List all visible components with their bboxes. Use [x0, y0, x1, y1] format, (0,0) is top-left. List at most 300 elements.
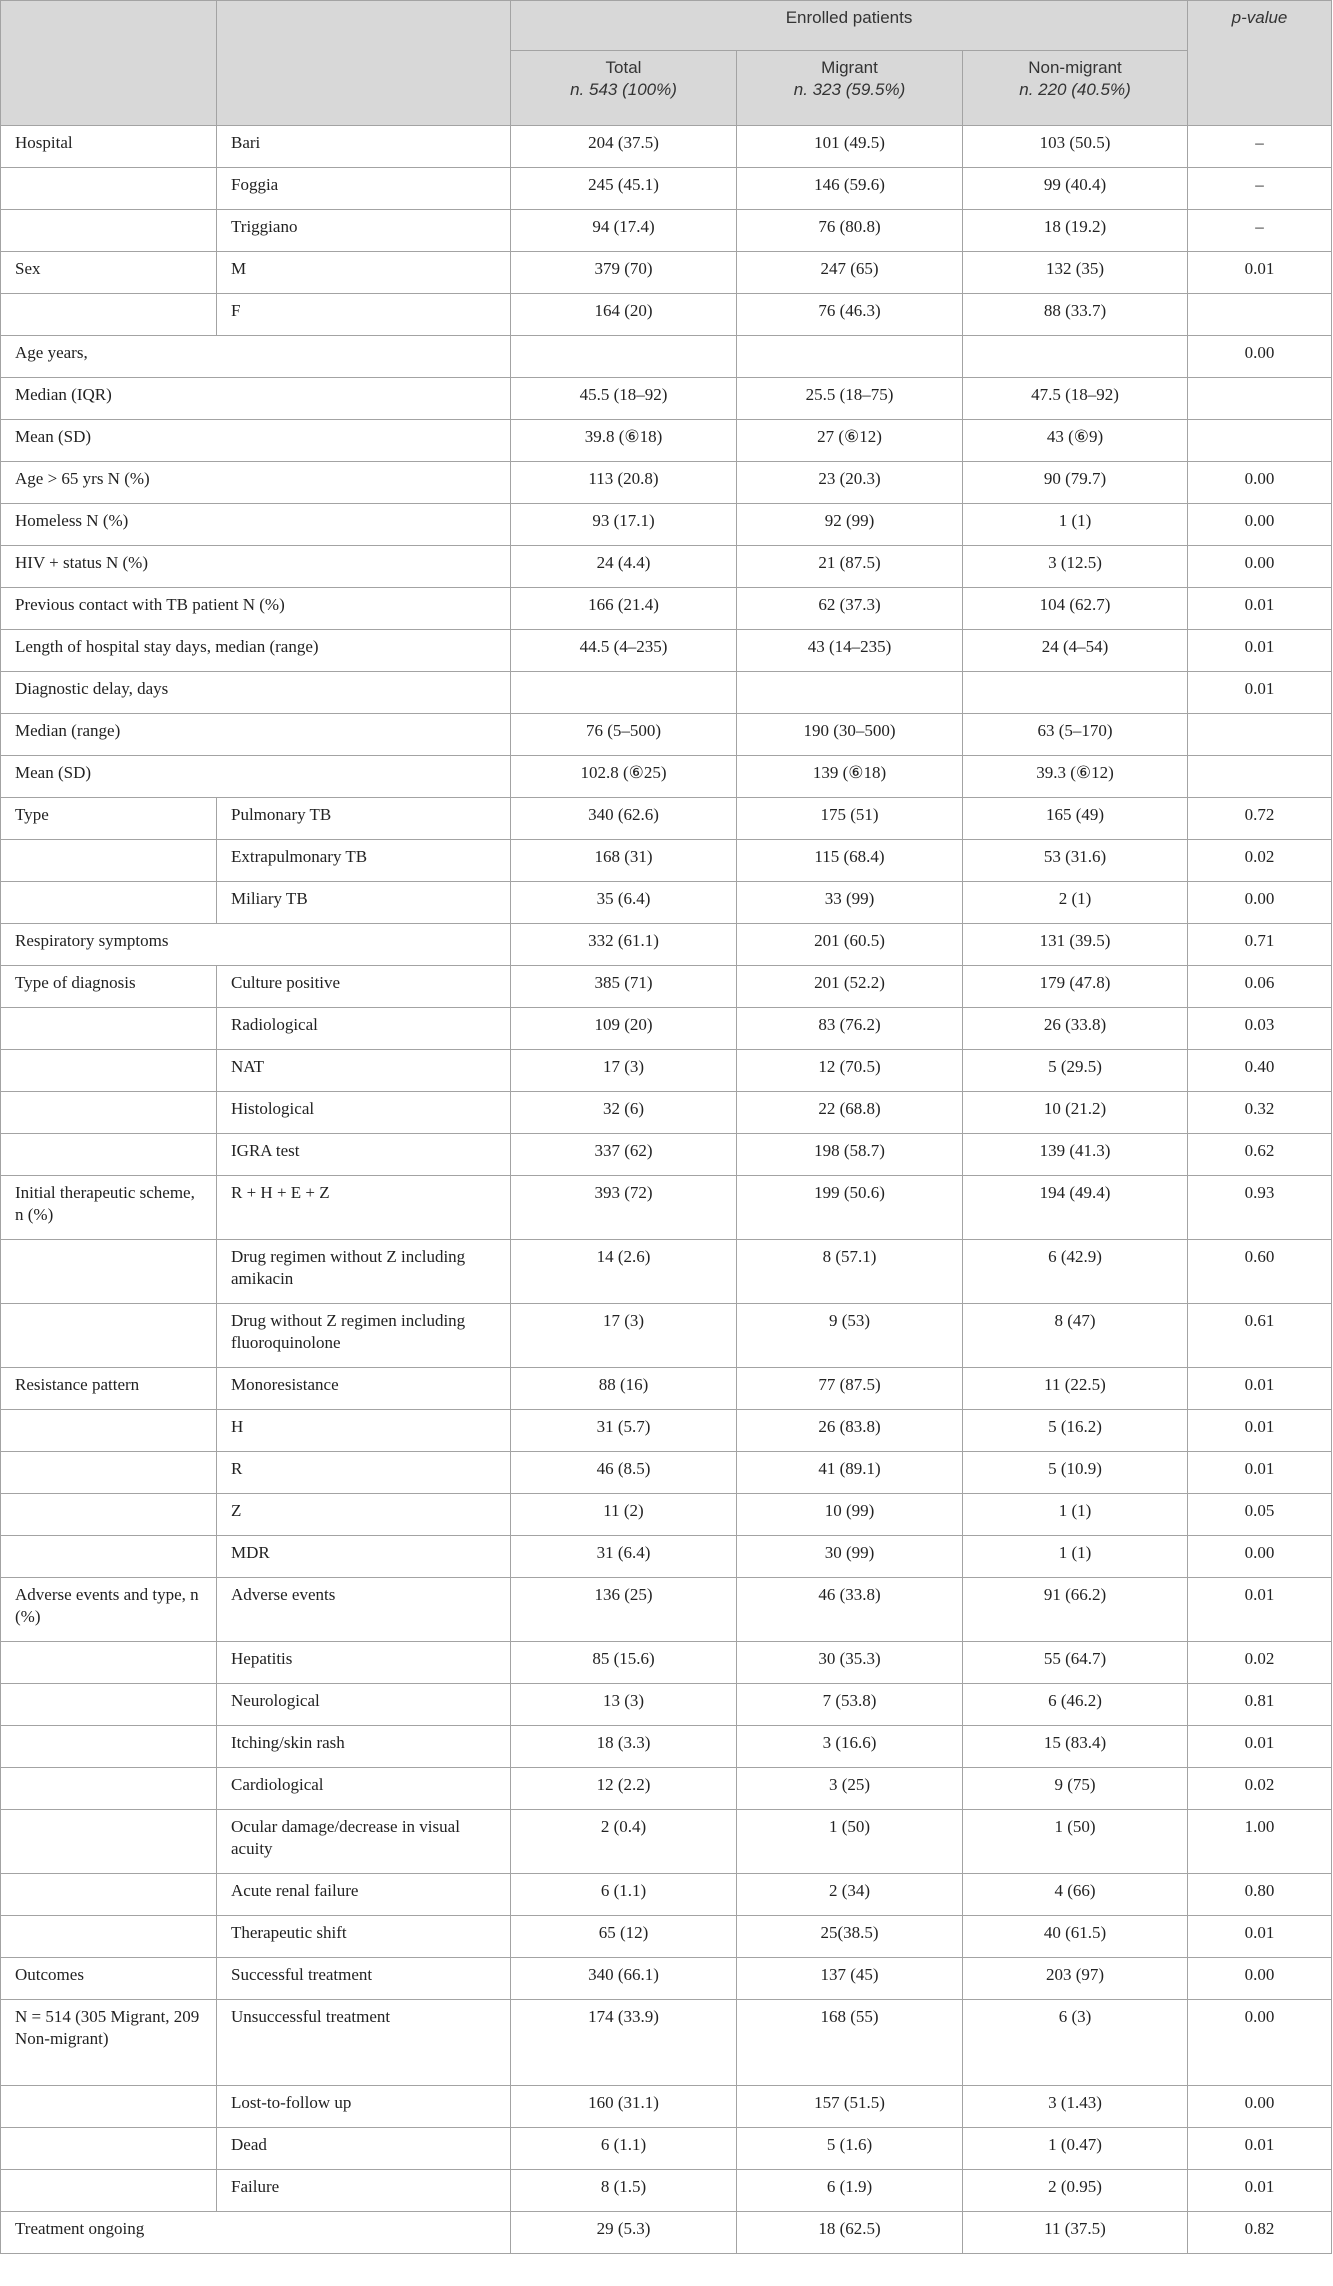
cell-non-migrant: 10 (21.2) — [963, 1092, 1188, 1134]
cell-non-migrant: 26 (33.8) — [963, 1008, 1188, 1050]
table-row — [1, 1536, 1332, 1578]
table-row — [1, 1958, 1332, 2000]
cell-pvalue: 0.01 — [1188, 588, 1332, 630]
cell-non-migrant: 5 (29.5) — [963, 1050, 1188, 1092]
row-category: Age years, — [1, 336, 511, 378]
cell-total: 85 (15.6) — [511, 1642, 737, 1684]
cell-non-migrant: 6 (3) — [963, 2000, 1188, 2086]
cell-migrant: 77 (87.5) — [737, 1368, 963, 1410]
cell-migrant: 7 (53.8) — [737, 1684, 963, 1726]
cell-pvalue: 0.71 — [1188, 924, 1332, 966]
row-category: HIV + status N (%) — [1, 546, 511, 588]
cell-total: 340 (62.6) — [511, 798, 737, 840]
row-category: Type — [1, 798, 217, 840]
table-row — [1, 2212, 1332, 2254]
table-row — [1, 504, 1332, 546]
row-category — [1, 2128, 217, 2170]
table-row — [1, 1726, 1332, 1768]
cell-pvalue: 0.00 — [1188, 546, 1332, 588]
table-row — [1, 714, 1332, 756]
cell-pvalue: 0.01 — [1188, 252, 1332, 294]
cell-total: 39.8 (⑥18) — [511, 420, 737, 462]
row-category — [1, 882, 217, 924]
cell-non-migrant: 11 (37.5) — [963, 2212, 1188, 2254]
table-row — [1, 1452, 1332, 1494]
cell-total: 24 (4.4) — [511, 546, 737, 588]
cell-migrant: 25.5 (18–75) — [737, 378, 963, 420]
table-row — [1, 210, 1332, 252]
cell-pvalue — [1188, 756, 1332, 798]
table-row — [1, 1176, 1332, 1240]
cell-non-migrant: 1 (0.47) — [963, 2128, 1188, 2170]
cell-pvalue: 0.02 — [1188, 1642, 1332, 1684]
cell-pvalue: 0.01 — [1188, 2128, 1332, 2170]
cell-non-migrant: 2 (1) — [963, 882, 1188, 924]
row-category — [1, 168, 217, 210]
cell-non-migrant: 99 (40.4) — [963, 168, 1188, 210]
row-subcategory: Extrapulmonary TB — [217, 840, 511, 882]
cell-non-migrant: 47.5 (18–92) — [963, 378, 1188, 420]
cell-total: 17 (3) — [511, 1304, 737, 1368]
row-category — [1, 1810, 217, 1874]
cell-total: 14 (2.6) — [511, 1240, 737, 1304]
row-subcategory: Foggia — [217, 168, 511, 210]
cell-pvalue: 0.80 — [1188, 1874, 1332, 1916]
cell-migrant: 46 (33.8) — [737, 1578, 963, 1642]
cell-total: 332 (61.1) — [511, 924, 737, 966]
cell-total: 340 (66.1) — [511, 1958, 737, 2000]
row-category — [1, 1494, 217, 1536]
header-col-total — [511, 51, 737, 126]
col-count: n. 323 (59.5%) — [793, 80, 906, 99]
row-category: Sex — [1, 252, 217, 294]
cell-total: 46 (8.5) — [511, 1452, 737, 1494]
cell-non-migrant: 131 (39.5) — [963, 924, 1188, 966]
cell-migrant: 22 (68.8) — [737, 1092, 963, 1134]
table-row — [1, 1494, 1332, 1536]
cell-migrant: 198 (58.7) — [737, 1134, 963, 1176]
cell-pvalue: 0.61 — [1188, 1304, 1332, 1368]
cell-migrant: 199 (50.6) — [737, 1176, 963, 1240]
cell-non-migrant: 6 (42.9) — [963, 1240, 1188, 1304]
row-subcategory: F — [217, 294, 511, 336]
table-row — [1, 1092, 1332, 1134]
table-row — [1, 2086, 1332, 2128]
cell-non-migrant: 8 (47) — [963, 1304, 1188, 1368]
row-subcategory: Triggiano — [217, 210, 511, 252]
cell-pvalue: 0.40 — [1188, 1050, 1332, 1092]
table-row — [1, 1874, 1332, 1916]
table-row — [1, 1304, 1332, 1368]
row-subcategory: Acute renal failure — [217, 1874, 511, 1916]
table-row — [1, 1578, 1332, 1642]
row-subcategory: Radiological — [217, 1008, 511, 1050]
cell-total: 94 (17.4) — [511, 210, 737, 252]
cell-pvalue: 0.01 — [1188, 672, 1332, 714]
cell-pvalue: 0.00 — [1188, 2086, 1332, 2128]
row-subcategory: Bari — [217, 126, 511, 168]
cell-total: 17 (3) — [511, 1050, 737, 1092]
cell-total: 204 (37.5) — [511, 126, 737, 168]
row-category: Outcomes — [1, 1958, 217, 2000]
row-category — [1, 1410, 217, 1452]
row-category — [1, 1768, 217, 1810]
row-subcategory: Itching/skin rash — [217, 1726, 511, 1768]
cell-migrant: 247 (65) — [737, 252, 963, 294]
cell-non-migrant: 104 (62.7) — [963, 588, 1188, 630]
cell-non-migrant: 39.3 (⑥12) — [963, 756, 1188, 798]
row-category — [1, 294, 217, 336]
table-row — [1, 1810, 1332, 1874]
cell-migrant: 201 (60.5) — [737, 924, 963, 966]
table-row — [1, 378, 1332, 420]
row-subcategory: Z — [217, 1494, 511, 1536]
cell-total: 45.5 (18–92) — [511, 378, 737, 420]
cell-total — [511, 672, 737, 714]
cell-pvalue: 0.00 — [1188, 462, 1332, 504]
cell-non-migrant: 1 (1) — [963, 1536, 1188, 1578]
cell-migrant: 27 (⑥12) — [737, 420, 963, 462]
header-col-migrant — [737, 51, 963, 126]
cell-total: 6 (1.1) — [511, 1874, 737, 1916]
cell-pvalue: 0.00 — [1188, 1536, 1332, 1578]
row-subcategory: M — [217, 252, 511, 294]
cell-total: 166 (21.4) — [511, 588, 737, 630]
cell-non-migrant: 139 (41.3) — [963, 1134, 1188, 1176]
row-category: Length of hospital stay days, median (range) — [1, 630, 511, 672]
cell-non-migrant: 194 (49.4) — [963, 1176, 1188, 1240]
cell-pvalue — [1188, 378, 1332, 420]
row-subcategory: Drug without Z regimen including fluoroquinolone — [217, 1304, 511, 1368]
row-category: Median (IQR) — [1, 378, 511, 420]
table-row — [1, 924, 1332, 966]
cell-non-migrant: 43 (⑥9) — [963, 420, 1188, 462]
cell-non-migrant: 5 (10.9) — [963, 1452, 1188, 1494]
cell-pvalue: – — [1188, 126, 1332, 168]
table-row — [1, 798, 1332, 840]
row-category: Mean (SD) — [1, 420, 511, 462]
row-subcategory: Drug regimen without Z including amikacin — [217, 1240, 511, 1304]
cell-non-migrant: 55 (64.7) — [963, 1642, 1188, 1684]
cell-non-migrant: 18 (19.2) — [963, 210, 1188, 252]
cell-pvalue: 0.01 — [1188, 2170, 1332, 2212]
cell-migrant: 76 (46.3) — [737, 294, 963, 336]
table-row — [1, 840, 1332, 882]
table-row — [1, 756, 1332, 798]
cell-pvalue: 0.00 — [1188, 504, 1332, 546]
row-subcategory: Failure — [217, 2170, 511, 2212]
cell-migrant: 157 (51.5) — [737, 2086, 963, 2128]
row-subcategory: R + H + E + Z — [217, 1176, 511, 1240]
cell-pvalue: 0.01 — [1188, 1578, 1332, 1642]
cell-pvalue: 0.81 — [1188, 1684, 1332, 1726]
cell-migrant: 62 (37.3) — [737, 588, 963, 630]
cell-migrant: 76 (80.8) — [737, 210, 963, 252]
row-category — [1, 1452, 217, 1494]
cell-migrant: 83 (76.2) — [737, 1008, 963, 1050]
cell-non-migrant — [963, 336, 1188, 378]
row-subcategory: H — [217, 1410, 511, 1452]
cell-pvalue — [1188, 714, 1332, 756]
row-subcategory: Lost-to-follow up — [217, 2086, 511, 2128]
cell-pvalue: 0.00 — [1188, 336, 1332, 378]
row-category: Type of diagnosis — [1, 966, 217, 1008]
row-subcategory: Pulmonary TB — [217, 798, 511, 840]
cell-total: 88 (16) — [511, 1368, 737, 1410]
row-category — [1, 1240, 217, 1304]
cell-total: 174 (33.9) — [511, 2000, 737, 2086]
cell-total: 8 (1.5) — [511, 2170, 737, 2212]
cell-total: 2 (0.4) — [511, 1810, 737, 1874]
cell-pvalue: 0.01 — [1188, 1916, 1332, 1958]
row-category: Mean (SD) — [1, 756, 511, 798]
row-category: Adverse events and type, n (%) — [1, 1578, 217, 1642]
cell-non-migrant: 1 (1) — [963, 504, 1188, 546]
table-row — [1, 2128, 1332, 2170]
cell-non-migrant: 3 (1.43) — [963, 2086, 1188, 2128]
row-category — [1, 210, 217, 252]
cell-pvalue: 0.01 — [1188, 1726, 1332, 1768]
cell-total: 102.8 (⑥25) — [511, 756, 737, 798]
table-row — [1, 1410, 1332, 1452]
cell-non-migrant: 24 (4–54) — [963, 630, 1188, 672]
cell-migrant — [737, 336, 963, 378]
row-category — [1, 1684, 217, 1726]
header-row-1 — [1, 1, 1332, 51]
cell-migrant: 10 (99) — [737, 1494, 963, 1536]
col-name: Total — [605, 58, 642, 77]
cell-pvalue: 0.01 — [1188, 630, 1332, 672]
cell-pvalue: – — [1188, 168, 1332, 210]
cell-non-migrant — [963, 672, 1188, 714]
cell-migrant: 41 (89.1) — [737, 1452, 963, 1494]
table-row — [1, 1008, 1332, 1050]
cell-migrant: 115 (68.4) — [737, 840, 963, 882]
table-row — [1, 2000, 1332, 2086]
cell-migrant: 190 (30–500) — [737, 714, 963, 756]
cell-pvalue: 0.02 — [1188, 1768, 1332, 1810]
cell-pvalue: 0.32 — [1188, 1092, 1332, 1134]
col-count: n. 543 (100%) — [570, 80, 677, 99]
cell-total — [511, 336, 737, 378]
cell-total: 164 (20) — [511, 294, 737, 336]
cell-total: 337 (62) — [511, 1134, 737, 1176]
cell-non-migrant: 9 (75) — [963, 1768, 1188, 1810]
table-row — [1, 1916, 1332, 1958]
cell-pvalue: 1.00 — [1188, 1810, 1332, 1874]
cell-pvalue — [1188, 420, 1332, 462]
cell-total: 44.5 (4–235) — [511, 630, 737, 672]
table-row — [1, 126, 1332, 168]
row-subcategory: Successful treatment — [217, 1958, 511, 2000]
cell-migrant: 101 (49.5) — [737, 126, 963, 168]
cell-total: 11 (2) — [511, 1494, 737, 1536]
row-category: Treatment ongoing — [1, 2212, 511, 2254]
cell-total: 109 (20) — [511, 1008, 737, 1050]
row-category — [1, 1050, 217, 1092]
table-row — [1, 1050, 1332, 1092]
col-name: Migrant — [821, 58, 878, 77]
table-row — [1, 882, 1332, 924]
table-row — [1, 462, 1332, 504]
row-subcategory: Neurological — [217, 1684, 511, 1726]
cell-total: 18 (3.3) — [511, 1726, 737, 1768]
cell-pvalue: – — [1188, 210, 1332, 252]
cell-migrant: 146 (59.6) — [737, 168, 963, 210]
row-subcategory: Unsuccessful treatment — [217, 2000, 511, 2086]
row-category: Median (range) — [1, 714, 511, 756]
cell-migrant: 2 (34) — [737, 1874, 963, 1916]
cell-total: 168 (31) — [511, 840, 737, 882]
row-category: Homeless N (%) — [1, 504, 511, 546]
row-category — [1, 1726, 217, 1768]
row-category — [1, 1008, 217, 1050]
row-category: Diagnostic delay, days — [1, 672, 511, 714]
table-row — [1, 630, 1332, 672]
row-category: Initial therapeutic scheme, n (%) — [1, 1176, 217, 1240]
row-category: Resistance pattern — [1, 1368, 217, 1410]
row-subcategory: Hepatitis — [217, 1642, 511, 1684]
cell-non-migrant: 15 (83.4) — [963, 1726, 1188, 1768]
cell-non-migrant: 90 (79.7) — [963, 462, 1188, 504]
row-subcategory: R — [217, 1452, 511, 1494]
cell-pvalue: 0.00 — [1188, 2000, 1332, 2086]
table-row — [1, 336, 1332, 378]
cell-non-migrant: 203 (97) — [963, 1958, 1188, 2000]
cell-migrant: 21 (87.5) — [737, 546, 963, 588]
row-category: Respiratory symptoms — [1, 924, 511, 966]
cell-non-migrant: 132 (35) — [963, 252, 1188, 294]
cell-non-migrant: 6 (46.2) — [963, 1684, 1188, 1726]
cell-total: 136 (25) — [511, 1578, 737, 1642]
cell-total: 29 (5.3) — [511, 2212, 737, 2254]
cell-pvalue: 0.72 — [1188, 798, 1332, 840]
cell-migrant: 18 (62.5) — [737, 2212, 963, 2254]
row-subcategory: Monoresistance — [217, 1368, 511, 1410]
cell-pvalue: 0.01 — [1188, 1452, 1332, 1494]
cell-migrant: 30 (99) — [737, 1536, 963, 1578]
row-category — [1, 2086, 217, 2128]
cell-non-migrant: 179 (47.8) — [963, 966, 1188, 1008]
row-subcategory: Histological — [217, 1092, 511, 1134]
cell-non-migrant: 103 (50.5) — [963, 126, 1188, 168]
cell-pvalue: 0.03 — [1188, 1008, 1332, 1050]
row-category: Age > 65 yrs N (%) — [1, 462, 511, 504]
row-subcategory: Cardiological — [217, 1768, 511, 1810]
row-category: Previous contact with TB patient N (%) — [1, 588, 511, 630]
cell-non-migrant: 53 (31.6) — [963, 840, 1188, 882]
table-row — [1, 420, 1332, 462]
cell-non-migrant: 40 (61.5) — [963, 1916, 1188, 1958]
cell-migrant: 30 (35.3) — [737, 1642, 963, 1684]
cell-migrant: 175 (51) — [737, 798, 963, 840]
table-body — [1, 126, 1332, 2254]
table-row — [1, 1368, 1332, 1410]
row-category — [1, 1092, 217, 1134]
cell-total: 31 (6.4) — [511, 1536, 737, 1578]
cell-total: 379 (70) — [511, 252, 737, 294]
cell-pvalue: 0.01 — [1188, 1368, 1332, 1410]
cell-total: 13 (3) — [511, 1684, 737, 1726]
row-category — [1, 1916, 217, 1958]
cell-non-migrant: 3 (12.5) — [963, 546, 1188, 588]
table-row — [1, 2170, 1332, 2212]
cell-total: 245 (45.1) — [511, 168, 737, 210]
header-blank-sub — [217, 1, 511, 126]
cell-total: 76 (5–500) — [511, 714, 737, 756]
cell-pvalue — [1188, 294, 1332, 336]
cell-migrant: 6 (1.9) — [737, 2170, 963, 2212]
cell-non-migrant: 1 (50) — [963, 1810, 1188, 1874]
cell-non-migrant: 11 (22.5) — [963, 1368, 1188, 1410]
row-category: Hospital — [1, 126, 217, 168]
table-row — [1, 1240, 1332, 1304]
pvalue-label: p-value — [1231, 8, 1288, 27]
cell-pvalue: 0.05 — [1188, 1494, 1332, 1536]
cell-pvalue: 0.82 — [1188, 2212, 1332, 2254]
cell-total: 160 (31.1) — [511, 2086, 737, 2128]
cell-total: 113 (20.8) — [511, 462, 737, 504]
cell-non-migrant: 1 (1) — [963, 1494, 1188, 1536]
header-pvalue — [1188, 1, 1332, 126]
cell-pvalue: 0.00 — [1188, 882, 1332, 924]
cell-total: 12 (2.2) — [511, 1768, 737, 1810]
cell-non-migrant: 165 (49) — [963, 798, 1188, 840]
cell-migrant: 23 (20.3) — [737, 462, 963, 504]
cell-pvalue: 0.01 — [1188, 1410, 1332, 1452]
cell-migrant: 12 (70.5) — [737, 1050, 963, 1092]
cell-migrant: 137 (45) — [737, 1958, 963, 2000]
cell-non-migrant: 5 (16.2) — [963, 1410, 1188, 1452]
cell-pvalue: 0.93 — [1188, 1176, 1332, 1240]
cell-migrant: 43 (14–235) — [737, 630, 963, 672]
table-row — [1, 168, 1332, 210]
row-category — [1, 1134, 217, 1176]
cell-total: 65 (12) — [511, 1916, 737, 1958]
cell-non-migrant: 63 (5–170) — [963, 714, 1188, 756]
cell-migrant: 3 (16.6) — [737, 1726, 963, 1768]
row-category — [1, 1304, 217, 1368]
cell-non-migrant: 91 (66.2) — [963, 1578, 1188, 1642]
table-row — [1, 1768, 1332, 1810]
cell-total: 6 (1.1) — [511, 2128, 737, 2170]
row-subcategory: Ocular damage/decrease in visual acuity — [217, 1810, 511, 1874]
cell-pvalue: 0.00 — [1188, 1958, 1332, 2000]
row-category — [1, 2170, 217, 2212]
table-row — [1, 1134, 1332, 1176]
cell-pvalue: 0.60 — [1188, 1240, 1332, 1304]
table-row — [1, 672, 1332, 714]
table-row — [1, 252, 1332, 294]
table-row — [1, 1684, 1332, 1726]
cell-total: 93 (17.1) — [511, 504, 737, 546]
cell-migrant: 25(38.5) — [737, 1916, 963, 1958]
col-name: Non-migrant — [1028, 58, 1122, 77]
cell-total: 31 (5.7) — [511, 1410, 737, 1452]
cell-migrant: 92 (99) — [737, 504, 963, 546]
row-category: N = 514 (305 Migrant, 209 Non-migrant) — [1, 2000, 217, 2086]
cell-migrant: 3 (25) — [737, 1768, 963, 1810]
table-row — [1, 966, 1332, 1008]
cell-migrant: 5 (1.6) — [737, 2128, 963, 2170]
row-subcategory: Adverse events — [217, 1578, 511, 1642]
cell-non-migrant: 88 (33.7) — [963, 294, 1188, 336]
cell-total: 35 (6.4) — [511, 882, 737, 924]
cell-migrant — [737, 672, 963, 714]
header-blank-cat — [1, 1, 217, 126]
row-subcategory: MDR — [217, 1536, 511, 1578]
table-row — [1, 294, 1332, 336]
